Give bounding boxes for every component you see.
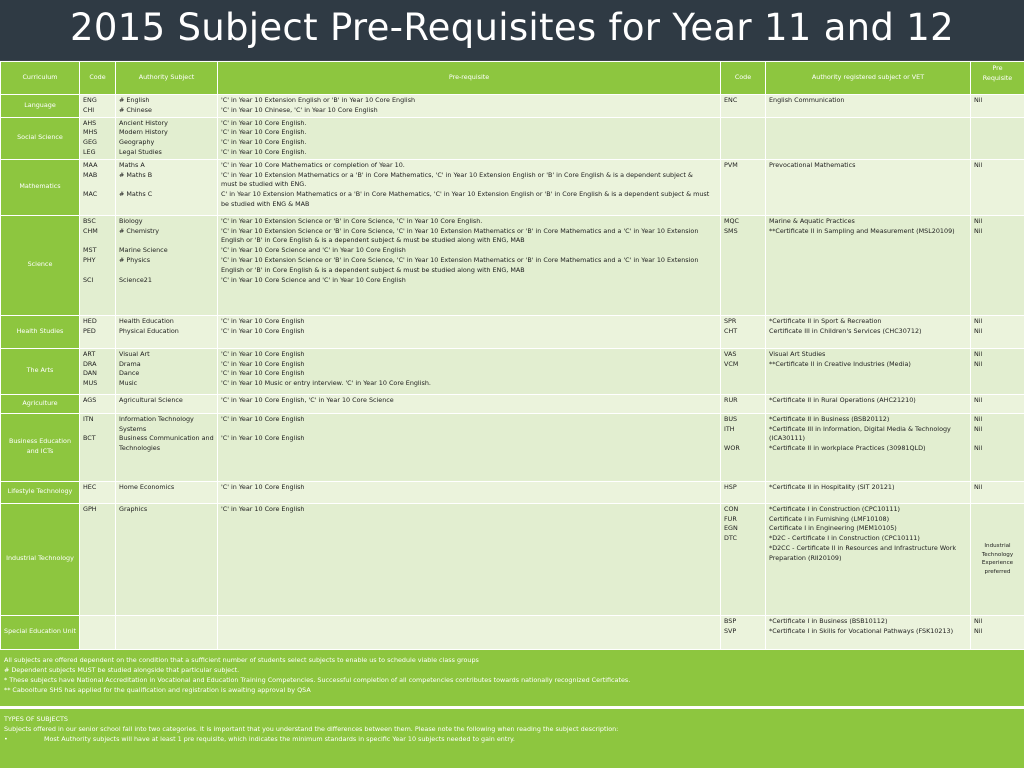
cell-line: 'C' in Year 10 Core English. xyxy=(221,118,307,127)
vet-subjects xyxy=(766,348,971,394)
vet-subjects xyxy=(766,117,971,159)
authority-subjects xyxy=(116,503,218,615)
category-label: Health Studies xyxy=(16,326,64,335)
vet-subjects xyxy=(766,315,971,348)
cell-line: Nil xyxy=(974,414,983,423)
vet-codes xyxy=(721,481,766,503)
cell-line: Nil xyxy=(974,444,983,453)
cell-line: MHS xyxy=(83,128,98,137)
cell-line: ITN xyxy=(83,414,94,423)
cell-line: SMS xyxy=(724,226,738,235)
vet-codes xyxy=(721,413,766,481)
subject-codes xyxy=(80,503,116,615)
cell-line: Nil xyxy=(974,160,983,169)
cell-line: *Certificate I in Construction (CPC10111) xyxy=(769,504,901,513)
category-label: Special Education Unit xyxy=(4,627,76,636)
cell-line xyxy=(724,544,762,554)
cell-line: ENG xyxy=(83,96,97,104)
cell-line: *Certificate II in Sport & Recreation xyxy=(769,316,882,325)
cell-line: 'C' in Year 10 Music or entry interview. 'C' in Year 10 Core English. xyxy=(221,379,431,388)
prerequisites xyxy=(218,159,721,215)
types-bullet xyxy=(4,735,1020,745)
authority-subjects xyxy=(116,615,218,649)
curriculum-category xyxy=(1,159,80,215)
vet-prerequisites xyxy=(971,394,1024,413)
cell-line: SVP xyxy=(724,626,737,635)
footer-note: All subjects are offered dependent on the condition that a sufficient number of students select subjects to enable us to schedule viable class groups xyxy=(4,656,479,664)
cell-line: PHY xyxy=(83,255,96,264)
cell-line: SPR xyxy=(724,316,737,325)
cell-line: MAA xyxy=(83,160,98,169)
table-row xyxy=(1,503,1024,615)
types-heading: TYPES OF SUBJECTS xyxy=(4,715,68,723)
table-row xyxy=(1,315,1024,348)
table-row xyxy=(1,215,1024,315)
cell-line: Information Technology xyxy=(119,414,194,423)
cell-line: Drama xyxy=(119,359,141,368)
cell-line xyxy=(221,425,717,435)
cell-line: Visual Art xyxy=(119,349,150,358)
cell-line: AHS xyxy=(83,118,97,127)
table-row xyxy=(1,413,1024,481)
cell-line: MST xyxy=(83,246,97,255)
table-row xyxy=(1,615,1024,649)
cell-line: 'C' in Year 10 Core English. xyxy=(221,128,307,137)
cell-line: English Communication xyxy=(769,96,845,104)
table-header-row xyxy=(1,62,1024,95)
curriculum-category xyxy=(1,481,80,503)
cell-line: DRA xyxy=(83,359,97,368)
cell-line: 'C' in Year 10 Extension English or 'B' in Year 10 Core English xyxy=(221,96,416,104)
subject-codes xyxy=(80,215,116,315)
prerequisites xyxy=(218,315,721,348)
cell-line: 'C' in Year 10 Extension Mathematics or a 'B' in Core Mathematics, 'C' in Year 10 Extension English or 'B' in Core English & is a dependent subject & xyxy=(221,170,693,179)
cell-line: Marine Science xyxy=(119,246,168,255)
cell-line: 'C' in Year 10 Core English xyxy=(221,434,305,443)
curriculum-category xyxy=(1,503,80,615)
vet-subjects xyxy=(766,413,971,481)
cell-line: Marine & Aquatic Practices xyxy=(769,216,855,225)
cell-line: Agricultural Science xyxy=(119,395,183,404)
cell-line: Legal Studies xyxy=(119,147,162,156)
subject-codes xyxy=(80,117,116,159)
cell-line: Business Communication and xyxy=(119,434,214,443)
vet-subjects xyxy=(766,481,971,503)
cell-line xyxy=(119,180,214,190)
vet-prerequisites xyxy=(971,315,1024,348)
cell-line: *Certificate II in workplace Practices (30981QLD) xyxy=(769,444,926,453)
cell-line: Science21 xyxy=(119,275,152,284)
table-row xyxy=(1,481,1024,503)
cell-line: Nil xyxy=(974,424,983,433)
cell-line: 'C' in Year 10 Core English xyxy=(221,482,305,491)
cell-line: C' in Year 10 Extension Mathematics or a 'B' in Core Mathematics, 'C' in Year 10 Extension English or 'B' in Core English & is a dependent subject & must xyxy=(221,190,710,199)
cell-line: Maths A xyxy=(119,160,145,169)
cell-line: Home Economics xyxy=(119,482,175,491)
cell-line: # English xyxy=(119,96,150,104)
cell-line: Geography xyxy=(119,138,155,147)
cell-line xyxy=(83,444,112,454)
cell-line: 'C' in Year 10 Chinese, 'C' in Year 10 Core English xyxy=(221,105,378,114)
cell-line: 'C' in Year 10 Core English xyxy=(221,504,305,513)
cell-line: Certificate I in Engineering (MEM10105) xyxy=(769,524,897,533)
header-authority-registered: Authority registered subject or VET xyxy=(766,62,971,95)
cell-line: WOR xyxy=(724,444,740,453)
cell-line: Nil xyxy=(974,359,983,368)
vet-codes xyxy=(721,394,766,413)
vet-codes xyxy=(721,615,766,649)
cell-line: # Chinese xyxy=(119,105,152,114)
cell-line xyxy=(119,236,214,246)
table-row xyxy=(1,159,1024,215)
cell-line: Biology xyxy=(119,216,143,225)
cell-line: Preparation (RII20109) xyxy=(769,553,842,562)
cell-line: VCM xyxy=(724,359,739,368)
vet-prerequisites xyxy=(971,215,1024,315)
cell-line: ENC xyxy=(724,96,738,104)
cell-line: Nil xyxy=(974,226,983,235)
curriculum-category xyxy=(1,215,80,315)
vet-codes xyxy=(721,95,766,118)
cell-line: DTC xyxy=(724,534,737,543)
cell-line: 'C' in Year 10 Extension Science or 'B' in Core Science, 'C' in Year 10 Core English. xyxy=(221,216,483,225)
header-pre-requisite: Pre Requisite xyxy=(971,62,1024,95)
footer-note: ** Caboolture SHS has applied for the qualification and registration is awaiting approval by QSA xyxy=(4,685,311,694)
cell-line: BUS xyxy=(724,414,738,423)
cell-line: # Chemistry xyxy=(119,226,160,235)
cell-line: *Certificate II in Business (BSB20112) xyxy=(769,414,890,423)
cell-line: MAB xyxy=(83,170,98,179)
cell-line: CHM xyxy=(83,226,98,235)
subject-codes xyxy=(80,413,116,481)
authority-subjects xyxy=(116,394,218,413)
footer-note: # Dependent subjects MUST be studied alongside that particular subject. xyxy=(4,665,240,674)
authority-subjects xyxy=(116,95,218,118)
cell-line xyxy=(724,434,762,444)
vet-subjects xyxy=(766,159,971,215)
vet-subjects xyxy=(766,615,971,649)
prerequisites xyxy=(218,503,721,615)
cell-line: Nil xyxy=(974,616,983,625)
cell-line: BSC xyxy=(83,216,96,225)
authority-subjects xyxy=(116,159,218,215)
cell-line: Certificate III in Children's Services (CHC30712) xyxy=(769,326,922,335)
cell-line: Music xyxy=(119,379,138,388)
cell-line xyxy=(724,554,762,564)
prerequisites xyxy=(218,95,721,118)
category-label: Agriculture xyxy=(22,398,58,407)
category-label: Industrial Technology xyxy=(6,554,74,563)
cell-line: Ancient History xyxy=(119,118,168,127)
header-prerequisite: Pre-requisite xyxy=(218,62,721,95)
prerequisites xyxy=(218,348,721,394)
authority-subjects xyxy=(116,348,218,394)
vet-prerequisites xyxy=(971,413,1024,481)
cell-line: Nil xyxy=(974,395,983,404)
cell-line: Prevocational Mathematics xyxy=(769,160,856,169)
cell-line xyxy=(83,180,112,190)
cell-line: 'C' in Year 10 Core English. xyxy=(221,138,307,147)
cell-line: (ICA30111) xyxy=(769,434,806,443)
authority-subjects xyxy=(116,117,218,159)
vet-codes xyxy=(721,348,766,394)
cell-line: EGN xyxy=(724,524,738,533)
vet-codes xyxy=(721,117,766,159)
vet-prerequisites xyxy=(971,615,1024,649)
cell-line: *Certificate I in Skills for Vocational Pathways (FSK10213) xyxy=(769,626,954,635)
category-label: Social Science xyxy=(17,133,63,142)
cell-line: Nil xyxy=(974,96,983,104)
cell-line: MUS xyxy=(83,379,98,388)
vet-codes xyxy=(721,215,766,315)
cell-line: MAC xyxy=(83,190,98,199)
cell-line: CON xyxy=(724,504,739,513)
cell-line: Systems xyxy=(119,424,147,433)
subject-codes xyxy=(80,615,116,649)
types-intro: Subjects offered in our senior school fall into two categories. It is important that you understand the differences between them. Please note the following when reading the subject description: xyxy=(4,724,619,733)
vet-prerequisites xyxy=(971,159,1024,215)
title-bar xyxy=(0,0,1024,60)
cell-line: English or 'B' in Core English & is a dependent subject & must be studied along with ENG, MAB xyxy=(221,236,525,245)
cell-line: DAN xyxy=(83,369,97,378)
cell-line: # Maths C xyxy=(119,190,153,199)
cell-line: **Certificate II in Creative Industries (Media) xyxy=(769,359,911,368)
authority-subjects xyxy=(116,215,218,315)
cell-line: 'C' in Year 10 Core English, 'C' in Year 10 Core Science xyxy=(221,395,394,404)
table-row xyxy=(1,394,1024,413)
subject-codes xyxy=(80,159,116,215)
prerequisites xyxy=(218,615,721,649)
prerequisites xyxy=(218,413,721,481)
cell-line: *D2CC - Certificate II in Resources and Infrastructure Work xyxy=(769,543,957,552)
vet-prerequisites xyxy=(971,117,1024,159)
category-label: Science xyxy=(27,260,53,269)
authority-subjects xyxy=(116,481,218,503)
cell-line xyxy=(83,236,112,246)
cell-line: LEG xyxy=(83,147,96,156)
vet-subjects xyxy=(766,215,971,315)
cell-line: HEC xyxy=(83,482,97,491)
subject-codes xyxy=(80,95,116,118)
table-row xyxy=(1,117,1024,159)
curriculum-category xyxy=(1,348,80,394)
cell-line: Nil xyxy=(974,626,983,635)
cell-line: Health Education xyxy=(119,316,174,325)
category-label: Business Education and ICTs xyxy=(8,437,72,456)
prerequisites xyxy=(218,481,721,503)
cell-line: 'C' in Year 10 Core English xyxy=(221,359,305,368)
subject-codes xyxy=(80,394,116,413)
cell-line: GEG xyxy=(83,138,97,147)
curriculum-category xyxy=(1,413,80,481)
cell-line: ART xyxy=(83,349,96,358)
cell-line: *D2C - Certificate I in Construction (CPC10111) xyxy=(769,534,920,543)
cell-line: Technologies xyxy=(119,444,161,453)
cell-line: # Maths B xyxy=(119,170,153,179)
cell-line: VAS xyxy=(724,349,737,358)
curriculum-category xyxy=(1,95,80,118)
header-authority-subject: Authority Subject xyxy=(116,62,218,95)
vet-subjects xyxy=(766,394,971,413)
cell-line: 'C' in Year 10 Core English. xyxy=(221,147,307,156)
cell-line: CHI xyxy=(83,105,95,114)
cell-line: ITH xyxy=(724,424,735,433)
cell-line: HED xyxy=(83,316,97,325)
cell-line: Nil xyxy=(974,316,983,325)
category-label: Mathematics xyxy=(19,182,61,191)
bullet-marker: • xyxy=(4,734,8,743)
curriculum-category xyxy=(1,315,80,348)
cell-line: Visual Art Studies xyxy=(769,349,826,358)
category-label: Language xyxy=(24,100,56,109)
cell-line: **Certificate II in Sampling and Measurement (MSL20109) xyxy=(769,226,955,235)
cell-line: BCT xyxy=(83,434,96,443)
cell-line: 'C' in Year 10 Core English xyxy=(221,349,305,358)
cell-line: 'C' in Year 10 Core English xyxy=(221,316,305,325)
cell-line: Certificate I in Furnishing (LMF10108) xyxy=(769,514,890,523)
page-title: 2015 Subject Pre-Requisites for Year 11 and 12 xyxy=(70,6,954,49)
cell-line: be studied with ENG & MAB xyxy=(221,199,310,208)
cell-line: *Certificate II in Rural Operations (AHC21210) xyxy=(769,395,916,404)
cell-line: 'C' in Year 10 Core English xyxy=(221,326,305,335)
category-label: The Arts xyxy=(26,366,54,375)
cell-line: 'C' in Year 10 Extension Science or 'B' in Core Science, 'C' in Year 10 Extension Mathematics or 'B' in Core Mathematics and a 'C' in Year 10 Extension xyxy=(221,255,699,264)
vet-prerequisites xyxy=(971,348,1024,394)
cell-line: 'C' in Year 10 Core Science and 'C' in Year 10 Core English xyxy=(221,246,406,255)
cell-line xyxy=(974,434,1021,444)
cell-line: RUR xyxy=(724,395,738,404)
cell-line: Nil xyxy=(974,326,983,335)
category-label: Lifestyle Technology xyxy=(7,487,73,496)
table-row xyxy=(1,348,1024,394)
cell-line: PVM xyxy=(724,160,738,169)
table-row xyxy=(1,95,1024,118)
curriculum-category xyxy=(1,615,80,649)
vet-codes xyxy=(721,315,766,348)
cell-line: HSP xyxy=(724,482,737,491)
cell-line: 'C' in Year 10 Core Science and 'C' in Year 10 Core English xyxy=(221,275,406,284)
cell-line: Nil xyxy=(974,482,983,491)
vet-prerequisites xyxy=(971,95,1024,118)
subject-codes xyxy=(80,481,116,503)
types-of-subjects xyxy=(0,709,1024,768)
subject-codes xyxy=(80,348,116,394)
vet-prerequisites xyxy=(971,481,1024,503)
cell-line: English or 'B' in Core English & is a dependent subject & must be studied along with ENG, MAB xyxy=(221,265,525,274)
vet-codes xyxy=(721,503,766,615)
cell-line xyxy=(119,266,214,276)
subject-codes xyxy=(80,315,116,348)
curriculum-category xyxy=(1,117,80,159)
cell-line: # Physics xyxy=(119,255,151,264)
vet-subjects xyxy=(766,503,971,615)
cell-line: PED xyxy=(83,326,96,335)
vet-subjects xyxy=(766,95,971,118)
cell-line: MQC xyxy=(724,216,740,225)
cell-line: *Certificate II in Hospitality (SIT 20121) xyxy=(769,482,895,491)
cell-line: CHT xyxy=(724,326,738,335)
cell-line: SCI xyxy=(83,275,94,284)
cell-line: 'C' in Year 10 Core English xyxy=(221,414,305,423)
cell-line: 'C' in Year 10 Extension Science or 'B' in Core Science, 'C' in Year 10 Extension Mathematics or 'B' in Core Mathematics and a 'C' in Year 10 Extension xyxy=(221,226,699,235)
cell-line: GPH xyxy=(83,504,97,513)
header-code-vet: Code xyxy=(721,62,766,95)
authority-subjects xyxy=(116,413,218,481)
cell-line: FUR xyxy=(724,514,737,523)
cell-line: Physical Education xyxy=(119,326,179,335)
cell-line: *Certificate III in Information, Digital Media & Technology xyxy=(769,424,951,433)
cell-line: 'C' in Year 10 Core English xyxy=(221,369,305,378)
prerequisites xyxy=(218,394,721,413)
cell-line: *Certificate I in Business (BSB10112) xyxy=(769,616,888,625)
header-code: Code xyxy=(80,62,116,95)
cell-line: Nil xyxy=(974,216,983,225)
prerequisites xyxy=(218,215,721,315)
footer-notes xyxy=(0,650,1024,706)
cell-line xyxy=(221,444,717,454)
header-curriculum: Curriculum xyxy=(1,62,80,95)
prerequisite-table xyxy=(0,61,1024,650)
cell-line: 'C' in Year 10 Core Mathematics or completion of Year 10. xyxy=(221,160,405,169)
bullet-text: Most Authority subjects will have at least 1 pre requisite, which indicates the minimum standards in specific Year 10 subjects needed to gain entry. xyxy=(44,734,515,743)
authority-subjects xyxy=(116,315,218,348)
vet-codes xyxy=(721,159,766,215)
cell-line: Graphics xyxy=(119,504,148,513)
cell-line: Dance xyxy=(119,369,140,378)
cell-line: Nil xyxy=(974,349,983,358)
prerequisites xyxy=(218,117,721,159)
vet-prerequisite-note xyxy=(971,503,1024,615)
cell-line: must be studied with ENG. xyxy=(221,180,307,189)
note-text: Industrial Technology Experience preferred xyxy=(981,543,1014,575)
footer-note: * These subjects have National Accreditation in Vocational and Education Training Competencies. Successful completion of all competencies contributes towards nationally recognized Certificates. xyxy=(4,675,631,684)
cell-line: Modern History xyxy=(119,128,168,137)
cell-line: BSP xyxy=(724,616,737,625)
cell-line xyxy=(83,266,112,276)
curriculum-category xyxy=(1,394,80,413)
prerequisite-sheet xyxy=(0,61,1024,768)
cell-line xyxy=(83,425,112,435)
cell-line: AGS xyxy=(83,395,97,404)
